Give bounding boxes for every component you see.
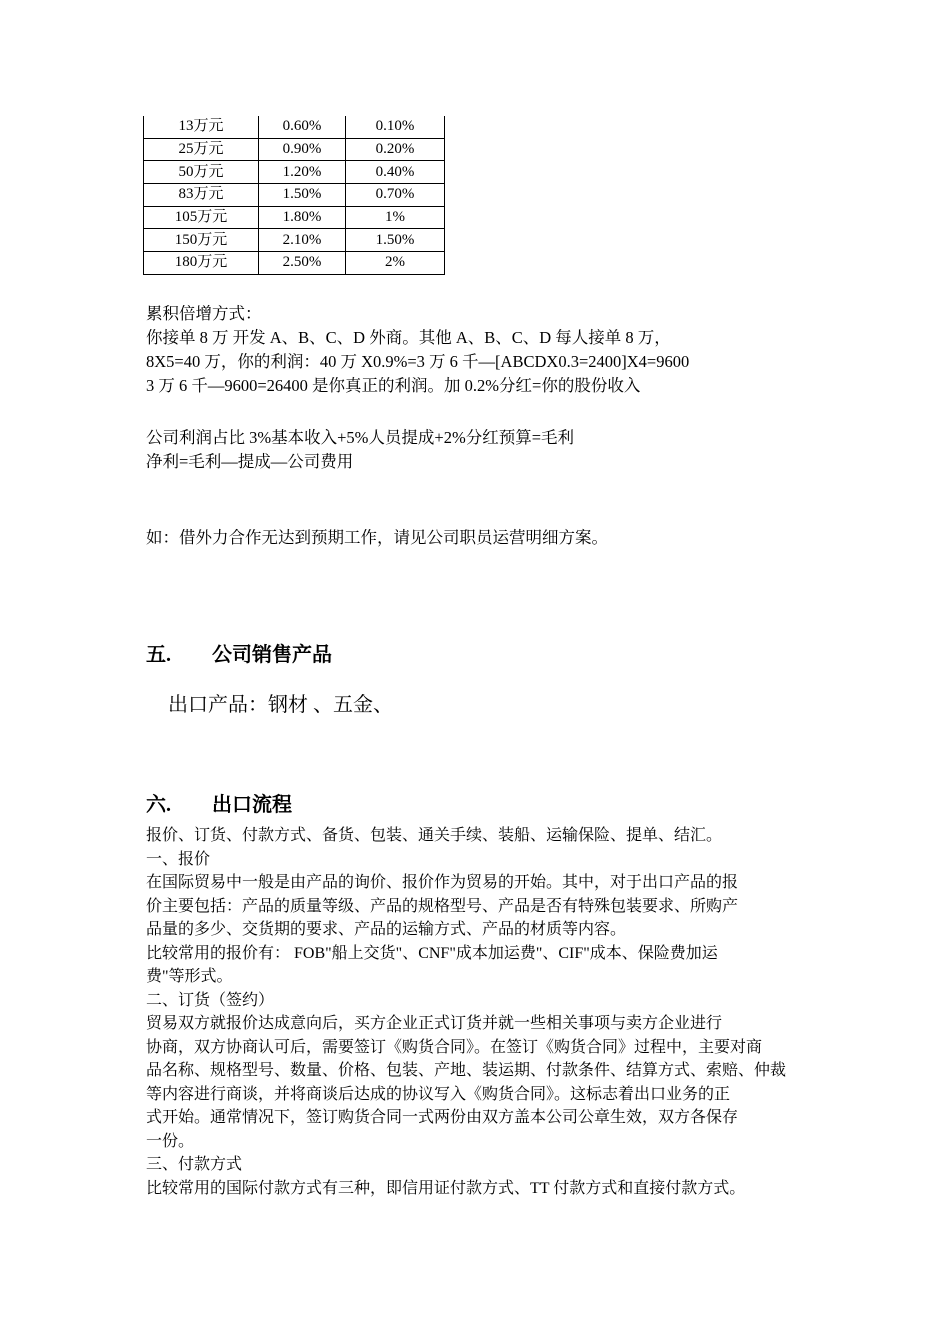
cumulative-line: 你接单 8 万 开发 A、B、C、D 外商。其他 A、B、C、D 每人接单 8 万， xyxy=(146,328,671,347)
body-line: 费"等形式。 xyxy=(146,968,233,985)
export-process-body xyxy=(146,824,786,1200)
body-line: 协商，双方协商认可后，需要签订《购货合同》。在签订《购货合同》过程中，主要对商 xyxy=(146,1038,763,1056)
table-cell: 180万元 xyxy=(144,252,259,275)
table-cell: 0.70% xyxy=(346,184,445,207)
section-number: 六. xyxy=(146,794,171,816)
table-cell: 150万元 xyxy=(144,229,259,252)
section-title: 公司销售产品 xyxy=(212,644,332,666)
body-line: 在国际贸易中一般是由产品的询价、报价作为贸易的开始。其中，对于出口产品的报 xyxy=(146,874,739,891)
table-cell: 2.50% xyxy=(259,252,346,275)
export-products: 出口产品：钢材 、五金、 xyxy=(168,694,393,716)
table-cell: 2.10% xyxy=(259,229,346,252)
table-cell: 1.20% xyxy=(259,161,346,184)
body-line: 品量的多少、交货期的要求、产品的运输方式、产品的材质等内容。 xyxy=(146,921,627,938)
table-cell: 83万元 xyxy=(144,184,259,207)
section-title: 出口流程 xyxy=(212,794,292,816)
body-line: 一、报价 xyxy=(146,850,211,868)
table-cell: 0.60% xyxy=(259,116,346,138)
body-line: 贸易双方就报价达成意向后，买方企业正式订货并就一些相关事项与卖方企业进行 xyxy=(146,1015,723,1032)
table-cell: 105万元 xyxy=(144,206,259,229)
table-row xyxy=(144,138,445,161)
table-cell: 0.90% xyxy=(259,138,346,161)
body-line: 比较常用的报价有： FOB"船上交货"、CNF"成本加运费"、CIF"成本、保险费加运 xyxy=(146,944,718,962)
table-row xyxy=(144,116,445,138)
table-cell: 0.10% xyxy=(346,116,445,138)
body-line: 比较常用的国际付款方式有三种，即信用证付款方式、TT 付款方式和直接付款方式。 xyxy=(146,1179,746,1197)
table-cell: 1.80% xyxy=(259,206,346,229)
table-cell: 1.50% xyxy=(259,184,346,207)
cumulative-line: 3 万 6 千—9600=26400 是你真正的利润。加 0.2%分红=你的股份收入 xyxy=(146,376,641,395)
body-line: 价主要包括：产品的质量等级、产品的规格型号、产品是否有特殊包装要求、所购产 xyxy=(146,897,739,915)
table-row xyxy=(144,184,445,207)
table-cell: 50万元 xyxy=(144,161,259,184)
profit-line: 公司利润占比 3%基本收入+5%人员提成+2%分红预算=毛利 xyxy=(146,428,575,447)
table-cell: 2% xyxy=(346,252,445,275)
section-number: 五. xyxy=(146,644,171,666)
section-6-heading xyxy=(146,788,292,817)
table-row xyxy=(144,229,445,252)
body-line: 二、订货（签约） xyxy=(146,991,275,1009)
table-cell: 0.40% xyxy=(346,161,445,184)
cumulative-title: 累积倍增方式： xyxy=(146,304,262,323)
table-row xyxy=(144,252,445,275)
commission-table xyxy=(143,116,445,275)
body-line: 三、付款方式 xyxy=(146,1156,243,1173)
body-line: 式开始。通常情况下，签订购货合同一式两份由双方盖本公司公章生效，双方各保存 xyxy=(146,1109,739,1126)
section-5-heading xyxy=(146,638,332,667)
table-row xyxy=(144,206,445,229)
table-row xyxy=(144,161,445,184)
body-line: 一份。 xyxy=(146,1132,195,1150)
table-cell: 1.50% xyxy=(346,229,445,252)
table-cell: 0.20% xyxy=(346,138,445,161)
table-cell: 1% xyxy=(346,206,445,229)
body-line: 品名称、规格型号、数量、价格、包装、产地、装运期、付款条件、结算方式、索赔、仲裁 xyxy=(146,1062,787,1079)
body-line: 等内容进行商谈，并将商谈后达成的协议写入《购货合同》。这标志着出口业务的正 xyxy=(146,1085,731,1103)
table-cell: 25万元 xyxy=(144,138,259,161)
table-cell: 13万元 xyxy=(144,116,259,138)
cumulative-line: 8X5=40 万，你的利润：40 万 X0.9%=3 万 6 千—[ABCDX0.3=2400]X4=9600 xyxy=(146,352,690,371)
profit-line: 净利=毛利—提成—公司费用 xyxy=(146,452,354,471)
note-text: 如：借外力合作无达到预期工作，请见公司职员运营明细方案。 xyxy=(146,528,608,547)
body-line: 报价、订货、付款方式、备货、包装、通关手续、装船、运输保险、提单、结汇。 xyxy=(146,827,723,844)
